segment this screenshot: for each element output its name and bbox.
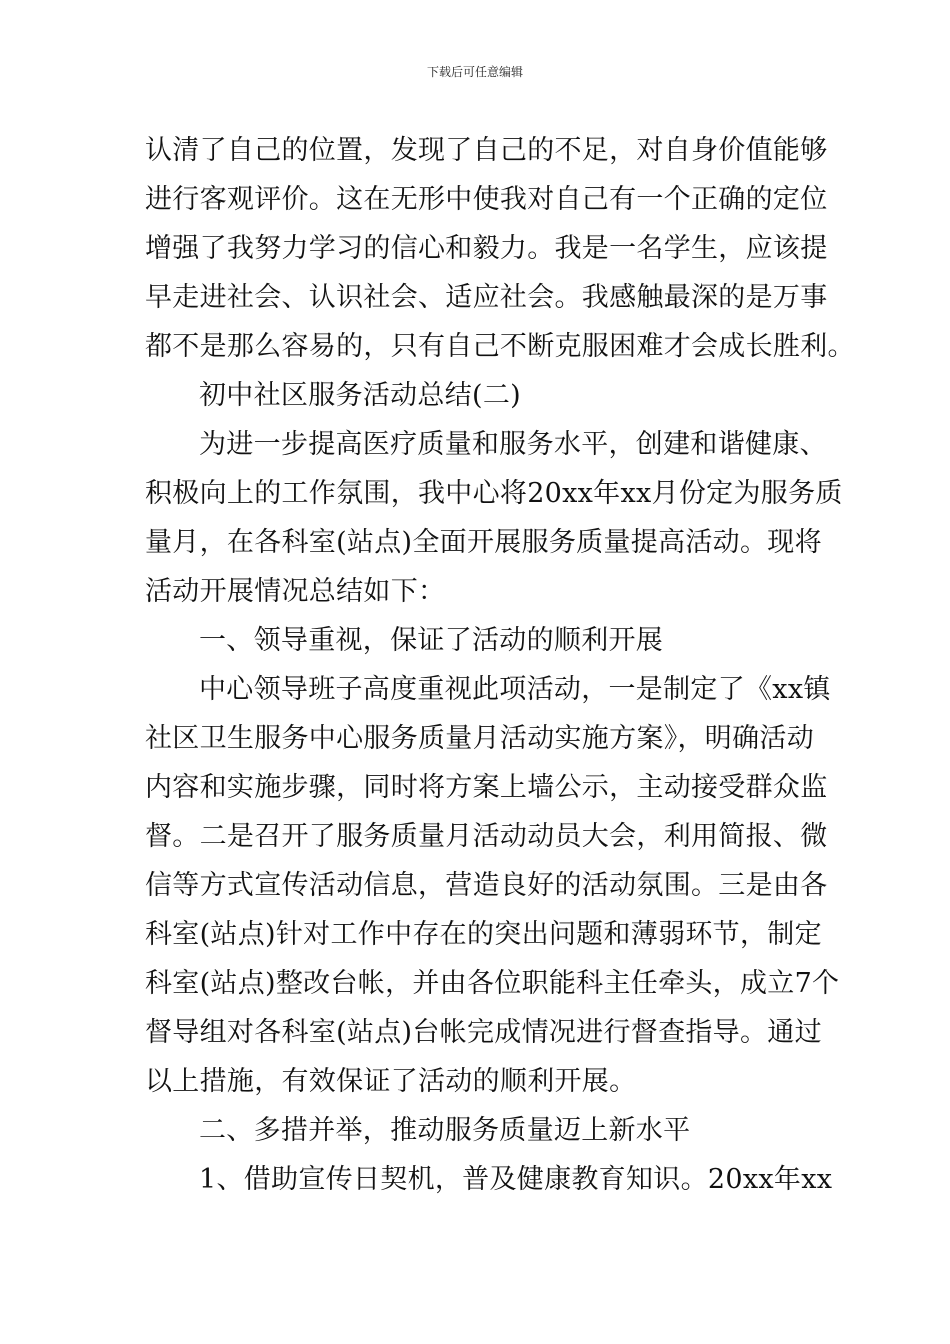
text-line: 积极向上的工作氛围，我中心将20xx年xx月份定为服务质 [145,478,843,509]
text-line: 量月，在各科室(站点)全面开展服务质量提高活动。现将 [145,527,822,558]
text-line: 督。二是召开了服务质量月活动动员大会，利用简报、微 [145,821,828,852]
text-line: 以上措施，有效保证了活动的顺利开展。 [145,1066,637,1097]
document-body [145,126,855,1204]
text-line: 内容和实施步骤，同时将方案上墙公示，主动接受群众监 [145,772,828,803]
text-line: 增强了我努力学习的信心和毅力。我是一名学生，应该提 [145,233,828,264]
text-line: 督导组对各科室(站点)台帐完成情况进行督查指导。通过 [145,1017,822,1048]
text-line: 初中社区服务活动总结(二) [199,380,521,411]
text-line: 信等方式宣传活动信息，营造良好的活动氛围。三是由各 [145,870,828,901]
text-line: 一、领导重视，保证了活动的顺利开展 [199,625,664,656]
text-line: 社区卫生服务中心服务质量月活动实施方案》，明确活动 [145,723,814,754]
text-line: 活动开展情况总结如下： [145,576,446,607]
text-line: 中心领导班子高度重视此项活动，一是制定了《xx镇 [199,674,831,705]
text-line: 认清了自己的位置，发现了自己的不足，对自身价值能够 [145,135,828,166]
text-line: 进行客观评价。这在无形中使我对自己有一个正确的定位 [145,184,828,215]
text-line: 1、借助宣传日契机，普及健康教育知识。20xx年xx [199,1164,833,1195]
page-header: 下载后可任意编辑 [426,65,523,79]
text-line: 都不是那么容易的，只有自己不断克服困难才会成长胜利。 [145,331,855,362]
text-line: 早走进社会、认识社会、适应社会。我感触最深的是万事 [145,282,828,313]
text-line: 科室(站点)整改台帐，并由各位职能科主任牵头，成立7个 [145,968,840,999]
text-line: 二、多措并举，推动服务质量迈上新水平 [199,1115,691,1146]
text-line: 科室(站点)针对工作中存在的突出问题和薄弱环节，制定 [145,919,822,950]
text-line: 为进一步提高医疗质量和服务水平，创建和谐健康、 [199,429,827,460]
